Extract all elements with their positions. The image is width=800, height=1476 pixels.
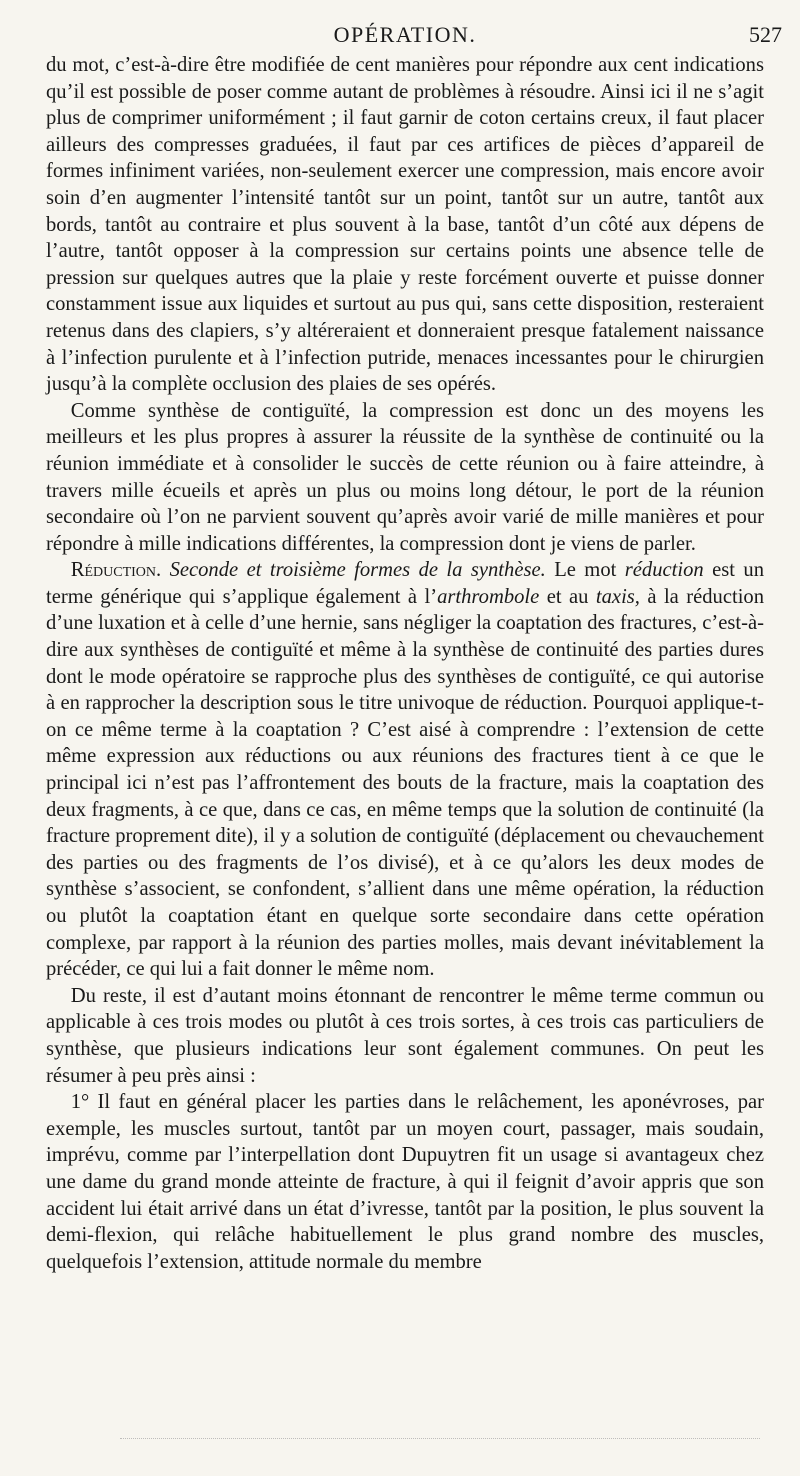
- paragraph-3-part-c: et au: [546, 585, 589, 608]
- page-number: 527: [749, 22, 782, 47]
- paragraph-4: Du reste, il est d’autant moins étonnant de rencontrer le même terme commun ou applicable à ces trois modes ou plutôt à ces trois sortes, à ces trois cas particuliers de synthèse, que plusieurs indications leur sont également communes. On peut les résumer à peu près ainsi :: [46, 984, 764, 1087]
- section-heading: Réduction.: [70, 559, 162, 582]
- article-l: l’: [424, 585, 438, 608]
- paragraph-1: du mot, c’est-à-dire être modifiée de cent manières pour répondre aux cent indications qu’il est possible de poser comme autant de problèmes à résoudre. Ainsi ici il ne s’agit plus de comprimer uniformément ; il faut garnir de coton certains creux, il faut placer ailleurs des compresses graduées, il faut par ces artifices de pièces d’appareil de formes infiniment variées, non-seulement exercer une compression, mais encore avoir soin d’en augmenter l’intensité tantôt sur un point, tantôt sur un autre, tantôt aux bords, tantôt au contraire et plus souvent à la base, tantôt d’un côté aux dépens de l’autre, tantôt opposer à la compression sur certains points une absence telle de pression sur quelques autres que la plaie y reste forcément ouverte et puisse donner constamment issue aux liquides et surtout au pus qui, sans cette disposition, resteraient retenus dans des clapiers, s’y altéreraient et donneraient presque fatalement naissance à l’infection purulente et à l’infection putride, menaces incessantes pour le chirurgien jusqu’à la complète occlusion des plaies de ses opérés.: [46, 54, 764, 396]
- body-text: [46, 52, 764, 1275]
- footer-rule: [120, 1438, 760, 1439]
- paragraph-2: Comme synthèse de contiguïté, la compression est donc un des moyens les meilleurs et les plus propres à assurer la réussite de la synthèse de continuité ou la réunion immédiate et à consolider le succès de cette réunion ou à faire atteindre, à travers mille écueils et après un plus ou moins long détour, le port de la réunion secondaire où l’on ne parvient souvent qu’après avoir varié de mille manières et pour répondre à mille indications différentes, la compression dont je viens de parler.: [46, 399, 764, 555]
- paragraph-3-part-a: Le mot: [554, 559, 617, 582]
- paragraph-3-part-b: est un terme générique qui s’applique également à: [46, 559, 764, 608]
- term-arthrombole: arthrombole: [437, 585, 540, 608]
- paragraph-3: [46, 557, 764, 983]
- paragraph-5: 1° Il faut en général placer les parties dans le relâchement, les aponévroses, par exemple, les muscles surtout, tantôt par un moyen court, passager, mais soudain, imprévu, comme par l’interpellation dont Dupuytren fit un usage si avantageux chez une dame du grand monde atteinte de fracture, à qui il feignit d’avoir appris que son accident lui était arrivé dans un état d’ivresse, tantôt par la position, le plus souvent la demi-flexion, qui relâche habituellement le plus grand nombre des muscles, quelquefois l’extension, attitude normale du membre: [46, 1091, 764, 1273]
- paragraph-3-part-d: à la réduction d’une luxation et à celle d’une hernie, sans négliger la coaptation des fractures, c’est-à-dire aux synthèses de contiguïté et même à la synthèse de continuité des parties dures dont le mode opératoire se rapproche plus des synthèses de contiguïté, ce qui autorise à en rapprocher la description sous le titre univoque de réduction. Pourquoi applique-t-on ce même terme à la coaptation ? C’est aisé à comprendre : l’extension de cette même expression aux réductions ou aux réunions des fractures tient à ce que le principal ici n’est pas l’affrontement des bouts de la fracture, mais la coaptation des deux fragments, à ce que, dans ce cas, en même temps que la solution de continuité (la fracture proprement dite), il y a solution de contiguïté (déplacement ou chevauchement des parties ou des fragments de l’os divisé), et à ce qu’alors les deux modes de synthèse s’associent, se confondent, s’allient dans une même opération, la réduction ou plutôt la coaptation étant en quelque sorte secondaire dans cette opération complexe, par rapport à la réunion des parties molles, mais devant inévitablement la précéder, ce qui lui a fait donner le même nom.: [46, 585, 765, 981]
- term-reduction: réduction: [624, 559, 704, 582]
- page-header: [46, 0, 782, 52]
- running-title: OPÉRATION.: [333, 22, 477, 47]
- term-taxis: taxis,: [595, 585, 640, 608]
- section-subtitle: Seconde et troisième formes de la synthèse.: [169, 559, 546, 582]
